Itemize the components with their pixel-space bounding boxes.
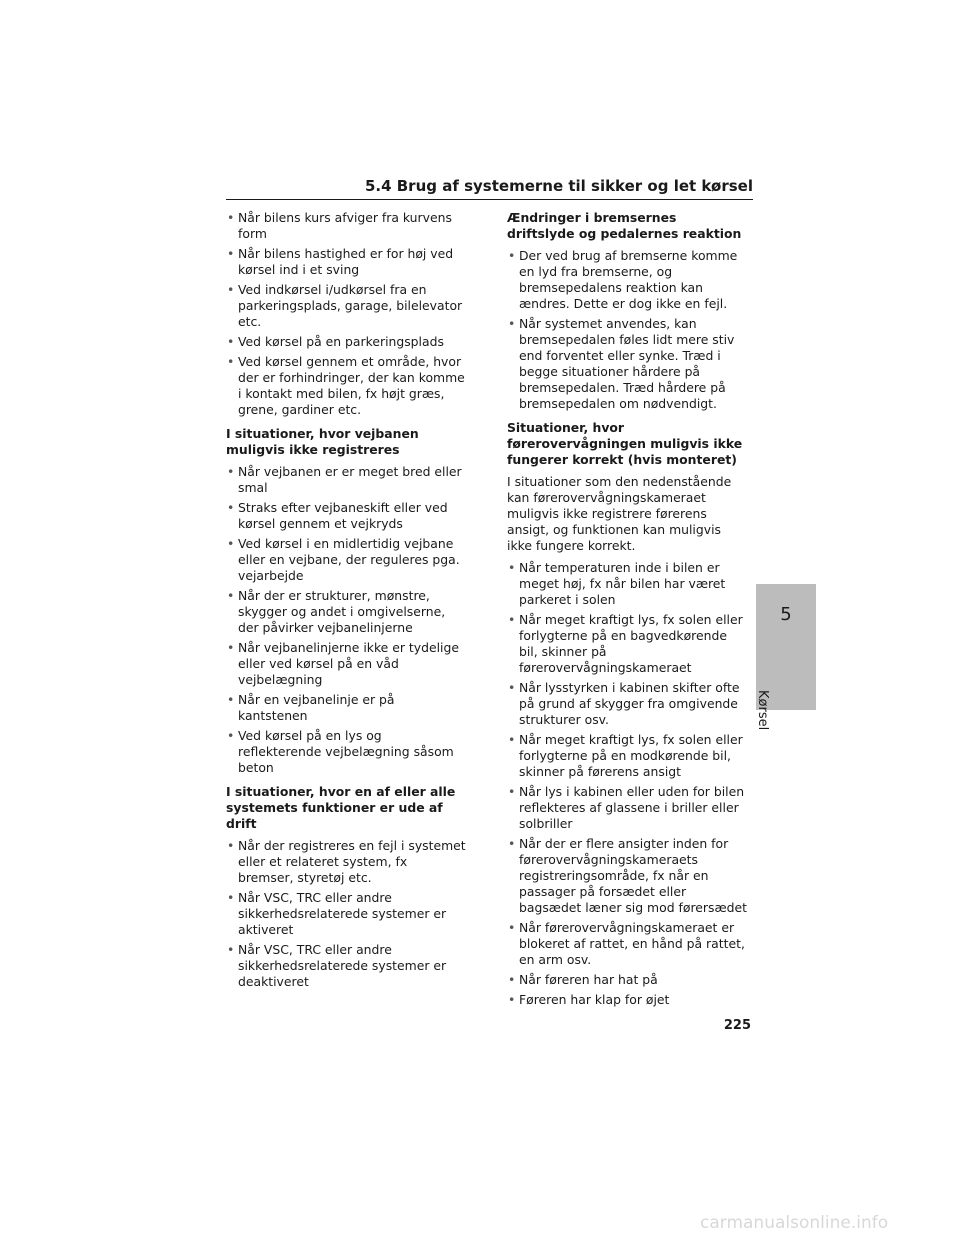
bullet-icon: •	[227, 838, 235, 853]
bullet-icon: •	[227, 728, 235, 743]
bullet-list-4	[507, 248, 747, 412]
page-number: 225	[723, 1018, 751, 1033]
bullet-icon: •	[508, 612, 516, 627]
bullet-icon: •	[227, 210, 235, 225]
bullet-icon: •	[508, 920, 516, 935]
list-item: • Når føreren har hat på	[508, 972, 658, 987]
bullet-icon: •	[508, 972, 516, 987]
list-item: • Når meget kraftigt lys, fx solen eller forlygterne på en bagvedkørende bil, skinner på førerovervågningskameraet	[508, 612, 743, 675]
list-item: • Når bilens kurs afviger fra kurvens form	[227, 210, 452, 241]
list-item: • Når vejbanen er er meget bred eller smal	[227, 464, 462, 495]
bullet-list-1	[226, 210, 466, 418]
chapter-tab[interactable]	[755, 584, 816, 731]
right-column	[507, 210, 747, 1012]
brake-changes-heading: Ændringer i bremsernes driftslyde og pedalernes reaktion	[507, 210, 742, 241]
bullet-icon: •	[508, 316, 516, 331]
list-item: • Ved kørsel i en midlertidig vejbane eller en vejbane, der reguleres pga. vejarbejde	[227, 536, 460, 583]
lane-detection-heading: I situationer, hvor vejbanen muligvis ikke registreres	[226, 426, 419, 457]
list-item: • Når meget kraftigt lys, fx solen eller forlygterne på en modkørende bil, skinner på førerens ansigt	[508, 732, 743, 779]
list-item: • Når en vejbanelinje er på kantstenen	[227, 692, 395, 723]
chapter-number: 5	[780, 604, 792, 625]
list-item: • Når temperaturen inde i bilen er meget høj, fx når bilen har været parkeret i solen	[508, 560, 726, 607]
bullet-icon: •	[227, 464, 235, 479]
list-item: • Der ved brug af bremserne komme en lyd fra bremserne, og bremsepedalens reaktion kan ændres. Dette er dog ikke en fejl.	[508, 248, 738, 311]
bullet-icon: •	[227, 588, 235, 603]
bullet-icon: •	[227, 246, 235, 261]
list-item: • Når der registreres en fejl i systemet eller et relateret system, fx bremser, styretøj etc.	[227, 838, 466, 885]
bullet-icon: •	[508, 836, 516, 851]
bullet-icon: •	[508, 732, 516, 747]
bullet-list-2	[226, 464, 466, 776]
bullet-list-5	[507, 560, 747, 1008]
driver-monitor-heading: Situationer, hvor førerovervågningen muligvis ikke fungerer korrekt (hvis monteret)	[507, 420, 743, 467]
chapter-label: Kørsel	[755, 690, 770, 731]
list-item: • Ved kørsel på en parkeringsplads	[227, 334, 444, 349]
list-item: • Når bilens hastighed er for høj ved kørsel ind i et sving	[227, 246, 454, 277]
bullet-icon: •	[227, 354, 235, 369]
list-item: • Straks efter vejbaneskift eller ved kørsel gennem et vejkryds	[227, 500, 448, 531]
bullet-icon: •	[227, 334, 235, 349]
list-item: • Når der er flere ansigter inden for førerovervågningskameraets registreringsområde, fx når en passager på forsædet eller bagsædet læner sig mod førersædet	[508, 836, 747, 915]
list-item: • Når førerovervågningskameraet er blokeret af rattet, en hånd på rattet, en arm osv.	[508, 920, 745, 967]
list-item: • Når der er strukturer, mønstre, skygger og andet i omgivelserne, der påvirker vejbanelinjerne	[227, 588, 446, 635]
bullet-icon: •	[227, 692, 235, 707]
bullet-icon: •	[227, 890, 235, 905]
list-item: • Når VSC, TRC eller andre sikkerhedsrelaterede systemer er aktiveret	[227, 890, 447, 937]
bullet-icon: •	[508, 560, 516, 575]
list-item: • Ved kørsel på en lys og reflekterende vejbelægning såsom beton	[227, 728, 454, 775]
system-failure-heading: I situationer, hvor en af eller alle systemets funktioner er ude af drift	[226, 784, 456, 831]
list-item: • Når systemet anvendes, kan bremsepedalen føles lidt mere stiv end forventet eller synke. Træd i begge situationer hårdere på bremsepedalen. Træd hårdere på bremsepedalen om nødvendigt.	[508, 316, 735, 411]
list-item: • Ved kørsel gennem et område, hvor der er forhindringer, der kan komme i kontakt med bilen, fx højt græs, grene, gardiner etc.	[227, 354, 465, 417]
bullet-icon: •	[508, 248, 516, 263]
bullet-icon: •	[227, 536, 235, 551]
bullet-icon: •	[508, 784, 516, 799]
bullet-icon: •	[508, 992, 516, 1007]
bullet-icon: •	[227, 942, 235, 957]
list-item: • Føreren har klap for øjet	[508, 992, 670, 1007]
bullet-icon: •	[227, 282, 235, 297]
bullet-icon: •	[508, 680, 516, 695]
list-item: • Når lysstyrken i kabinen skifter ofte på grund af skygger fra omgivende strukturer osv.	[508, 680, 740, 727]
list-item: • Når vejbanelinjerne ikke er tydelige eller ved kørsel på en våd vejbelægning	[227, 640, 459, 687]
bullet-icon: •	[227, 640, 235, 655]
left-column	[226, 210, 466, 994]
watermark: carmanualsonline.info	[700, 1213, 889, 1233]
bullet-list-3	[226, 838, 466, 990]
list-item: • Ved indkørsel i/udkørsel fra en parkeringsplads, garage, bilelevator etc.	[227, 282, 463, 329]
list-item: • Når VSC, TRC eller andre sikkerhedsrelaterede systemer er deaktiveret	[227, 942, 447, 989]
driver-monitor-paragraph: I situationer som den nedenstående kan førerovervågningskameraet muligvis ikke registrere førerens ansigt, og funktionen kan muligvis ikke fungere korrekt.	[507, 474, 732, 553]
list-item: • Når lys i kabinen eller uden for bilen reflekteres af glassene i briller eller solbriller	[508, 784, 745, 831]
section-header: 5.4 Brug af systemerne til sikker og let kørsel	[226, 177, 753, 200]
bullet-icon: •	[227, 500, 235, 515]
